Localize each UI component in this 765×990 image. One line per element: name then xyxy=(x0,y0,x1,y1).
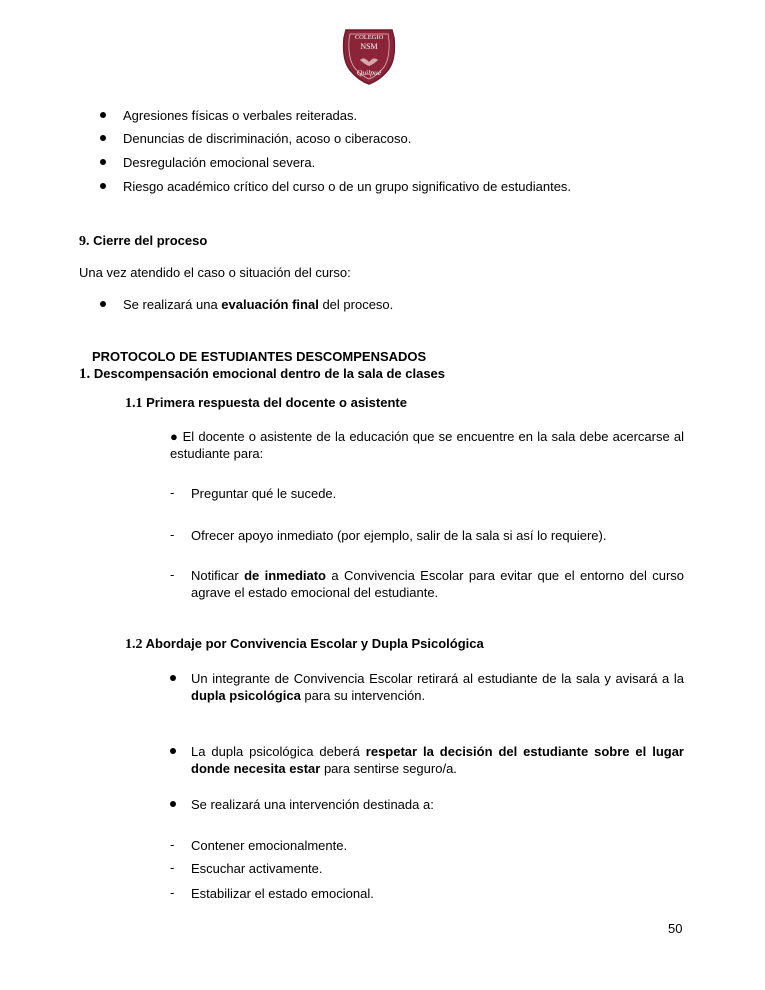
logo-text-quilpue: Quilpué xyxy=(356,68,382,77)
dash-marker: - xyxy=(170,567,175,582)
subsection-title: Abordaje por Convivencia Escolar y Dupla Psicológica xyxy=(145,636,484,651)
list-item-text: Se realizará una evaluación final del proceso. xyxy=(123,297,394,312)
bullet-icon xyxy=(100,301,106,307)
subsection-heading xyxy=(125,395,407,412)
section-title: Descompensación emocional dentro de la sala de clases xyxy=(93,366,446,381)
subsection-lead xyxy=(170,428,684,462)
protocol-title: PROTOCOLO DE ESTUDIANTES DESCOMPENSADOS xyxy=(92,349,427,364)
section-title: Cierre del proceso xyxy=(93,233,208,248)
list-item-text: Ofrecer apoyo inmediato (por ejemplo, salir de la sala si así lo requiere). xyxy=(191,528,607,543)
list-item-text: Preguntar qué le sucede. xyxy=(191,486,337,501)
bullet-icon xyxy=(100,159,106,165)
list-item-text: Contener emocionalmente. xyxy=(191,838,348,853)
section-intro: Una vez atendido el caso o situación del curso: xyxy=(79,265,351,280)
bullet-icon xyxy=(170,675,176,681)
section-number: 1. xyxy=(79,366,91,382)
subsection-number: 1.1 xyxy=(125,396,143,411)
bullet-icon xyxy=(170,748,176,754)
list-item-text: Desregulación emocional severa. xyxy=(123,155,316,170)
dash-marker: - xyxy=(170,885,175,900)
list-item-text: La dupla psicológica deberá respetar la decisión del estudiante sobre el lugar donde necesita estar para sentirse seguro/a. xyxy=(191,744,684,776)
list-item-text: Denuncias de discriminación, acoso o ciberacoso. xyxy=(123,131,412,146)
list-item-text: Estabilizar el estado emocional. xyxy=(191,886,374,901)
subsection-heading xyxy=(125,636,484,653)
list-item-text: Se realizará una intervención destinada a: xyxy=(191,797,434,812)
subsection-number: 1.2 xyxy=(125,637,143,652)
school-logo xyxy=(340,26,398,86)
dash-marker: - xyxy=(170,485,175,500)
page-number: 50 xyxy=(668,921,683,936)
list-item-text: Un integrante de Convivencia Escolar retirará al estudiante de la sala y avisará a la dupla psicológica para su intervención. xyxy=(191,671,684,703)
lead-text: ● El docente o asistente de la educación que se encuentre en la sala debe acercarse al estudiante para: xyxy=(170,429,684,461)
list-item-text: Riesgo académico crítico del curso o de un grupo significativo de estudiantes. xyxy=(123,179,572,194)
dash-marker: - xyxy=(170,860,175,875)
subsection-title: Primera respuesta del docente o asistente xyxy=(146,395,407,410)
bullet-icon xyxy=(100,183,106,189)
list-item-text: Escuchar activamente. xyxy=(191,861,323,876)
bullet-icon xyxy=(100,135,106,141)
dash-marker: - xyxy=(170,527,175,542)
logo-text-colegio: COLEGIO xyxy=(354,34,384,41)
section-number: 9. xyxy=(79,234,90,249)
list-item-text: Notificar de inmediato a Convivencia Escolar para evitar que el entorno del curso agrave el estado emocional del estudiante. xyxy=(191,568,685,600)
dash-marker: - xyxy=(170,837,175,852)
bullet-icon xyxy=(100,112,106,118)
logo-text-nsm: NSM xyxy=(360,42,378,51)
bullet-icon xyxy=(170,801,176,807)
section-heading xyxy=(79,366,445,383)
section-heading xyxy=(79,233,207,250)
list-item-text: Agresiones físicas o verbales reiteradas. xyxy=(123,108,358,123)
